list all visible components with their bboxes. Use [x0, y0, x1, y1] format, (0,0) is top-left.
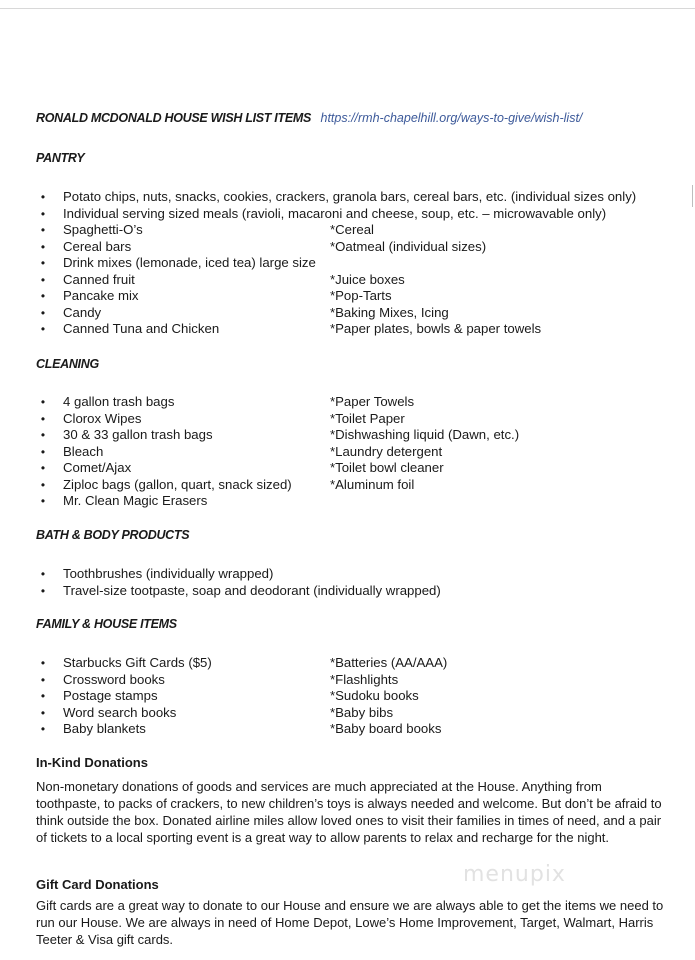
page-edge-mark [692, 185, 693, 207]
bullet-icon: • [40, 583, 46, 598]
in-kind-heading: In-Kind Donations [36, 755, 148, 770]
bullet-icon: • [40, 444, 46, 459]
item-left-text: Toothbrushes (individually wrapped) [63, 566, 274, 581]
item-left-text: Crossword books [63, 671, 165, 687]
item-left-text: Postage stamps [63, 688, 158, 703]
item-right-text: *Juice boxes [330, 271, 405, 287]
bullet-icon: • [40, 223, 46, 237]
bullet-icon: • [40, 305, 46, 320]
item-left-text: 30 & 33 gallon trash bags [63, 427, 213, 442]
bullet-icon: • [40, 428, 46, 442]
item-left-text: Individual serving sized meals (ravioli, macaroni and cheese, soup, etc. – microwavable only) [63, 205, 607, 221]
item-left-text: Ziploc bags (gallon, quart, snack sized) [63, 476, 292, 492]
bullet-icon: • [40, 477, 46, 492]
bullet-icon: • [40, 322, 46, 336]
in-kind-paragraph: Non-monetary donations of goods and services are much appreciated at the House. Anything from toothpaste, to packs of crackers, to new children’s toys is always needed and welcome. But don’t be afraid to think outside the box. Donated airline miles allow loved ones to visit their families in times of need, and a pair of tickets to a local sporting event is a great way to allow parents to relax and recharge for the night. [36, 779, 662, 845]
item-right-text: *Aluminum foil [330, 476, 415, 492]
gift-card-paragraph: Gift cards are a great way to donate to our House and ensure we are always able to get the items we need to run our House. We are always in need of Home Depot, Lowe’s Home Improvement, Target, Walmart, Harris Teeter & Visa gift cards. [36, 898, 664, 947]
item-right-text: *Toilet bowl cleaner [330, 460, 444, 475]
bullet-icon: • [40, 206, 46, 221]
item-right-text: *Batteries (AA/AAA) [330, 655, 448, 670]
wish-list-link[interactable]: https://rmh-chapelhill.org/ways-to-give/wish-list/ [320, 111, 583, 125]
bullet-icon: • [40, 722, 46, 736]
item-left-text: Potato chips, nuts, snacks, cookies, crackers, granola bars, cereal bars, etc. (individual sizes only) [63, 189, 637, 204]
item-right-text: *Baking Mixes, Icing [330, 304, 449, 320]
item-right-text: *Paper plates, bowls & paper towels [330, 321, 542, 336]
watermark-logo: menupix [463, 862, 566, 887]
bullet-icon: • [40, 411, 46, 426]
bullet-icon: • [40, 395, 46, 409]
gift-card-heading: Gift Card Donations [36, 877, 159, 892]
item-left-text: Baby blankets [63, 721, 146, 736]
item-left-text: Canned Tuna and Chicken [63, 321, 220, 336]
item-left-text: Bleach [63, 443, 104, 459]
item-left-text: Drink mixes (lemonade, iced tea) large size [63, 255, 316, 270]
item-left-text: Cereal bars [63, 238, 132, 254]
item-left-text: Candy [63, 304, 102, 320]
bullet-icon: • [40, 239, 46, 254]
item-right-text: *Flashlights [330, 671, 399, 687]
item-left-text: Canned fruit [63, 271, 135, 287]
item-left-text: Travel-size tootpaste, soap and deodorant (individually wrapped) [63, 582, 441, 598]
bullet-icon: • [40, 256, 46, 270]
bullet-icon: • [40, 656, 46, 670]
item-right-text: *Toilet Paper [330, 410, 405, 426]
bullet-icon: • [40, 672, 46, 687]
bullet-icon: • [40, 190, 46, 204]
item-left-text: Mr. Clean Magic Erasers [63, 493, 208, 508]
item-right-text: *Oatmeal (individual sizes) [330, 238, 487, 254]
header [36, 111, 582, 125]
item-right-text: *Dishwashing liquid (Dawn, etc.) [330, 427, 520, 442]
page-title: RONALD MCDONALD HOUSE WISH LIST ITEMS [36, 111, 312, 125]
top-border [0, 8, 695, 9]
item-left-text: Clorox Wipes [63, 410, 142, 426]
item-right-text: *Laundry detergent [330, 443, 443, 459]
item-left-text: Pancake mix [63, 288, 139, 303]
item-right-text: *Baby bibs [330, 704, 394, 720]
section-heading-cleaning: CLEANING [36, 357, 99, 371]
item-right-text: *Sudoku books [330, 688, 419, 703]
bullet-icon: • [40, 272, 46, 287]
item-right-text: *Baby board books [330, 721, 442, 736]
item-left-text: Spaghetti-O’s [63, 222, 143, 237]
bullet-icon: • [40, 289, 46, 303]
section-heading-bath: BATH & BODY PRODUCTS [36, 528, 190, 542]
bullet-icon: • [40, 705, 46, 720]
item-right-text: *Cereal [330, 222, 374, 237]
bullet-icon: • [40, 689, 46, 703]
bullet-icon: • [40, 461, 46, 475]
item-left-text: Starbucks Gift Cards ($5) [63, 655, 212, 670]
item-left-text: Comet/Ajax [63, 460, 132, 475]
item-right-text: *Paper Towels [330, 394, 415, 409]
item-left-text: 4 gallon trash bags [63, 394, 175, 409]
section-heading-pantry: PANTRY [36, 151, 85, 165]
item-right-text: *Pop-Tarts [330, 288, 392, 303]
bullet-icon: • [40, 494, 46, 508]
bullet-icon: • [40, 567, 46, 581]
item-left-text: Word search books [63, 704, 177, 720]
section-heading-family: FAMILY & HOUSE ITEMS [36, 617, 177, 631]
